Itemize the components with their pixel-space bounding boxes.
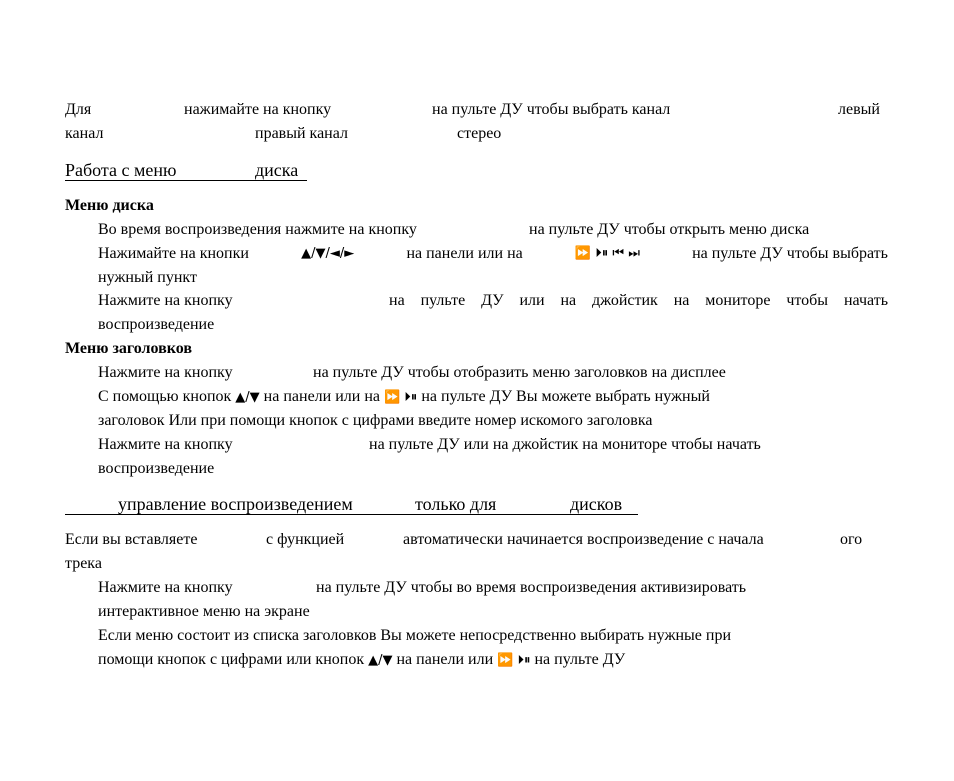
playback-buttons-icon: ⏩ ⏵⏸ ⏮ ⏭ bbox=[574, 246, 640, 261]
disc-menu-line-4b bbox=[389, 291, 888, 311]
body-text: ого bbox=[840, 531, 863, 548]
title-menu-line-1a bbox=[98, 363, 233, 383]
body-text: заголовок Или при помощи кнопок с цифрами введите номер искомого заголовка bbox=[98, 412, 653, 429]
intro-text: Для bbox=[65, 101, 92, 118]
body-text: на пульте ДУ или на джойстик на мониторе чтобы начать bbox=[369, 436, 761, 453]
body-text: С помощью кнопок bbox=[98, 388, 232, 405]
section-heading bbox=[65, 159, 176, 181]
section-heading-2a bbox=[118, 493, 353, 515]
body-text: на пульте ДУ Вы можете выбрать нужный bbox=[421, 388, 710, 405]
section-heading-text: Работа с меню bbox=[65, 160, 177, 180]
section-heading-text: только для bbox=[415, 494, 497, 514]
body-text: Нажмите на кнопку bbox=[98, 364, 233, 381]
paragraph-line-2 bbox=[65, 554, 102, 574]
intro-line-1 bbox=[65, 100, 91, 120]
subheading-title-menu bbox=[65, 339, 192, 359]
intro-line-1-c bbox=[432, 100, 670, 120]
heading-underline bbox=[65, 180, 307, 181]
section-heading-text: диска bbox=[255, 160, 299, 180]
interactive-line-1a bbox=[98, 578, 233, 598]
paragraph-line-1c bbox=[403, 530, 764, 550]
disc-menu-line-3 bbox=[98, 268, 197, 288]
body-text: на панели или bbox=[396, 651, 494, 668]
subheading-text: Меню заголовков bbox=[65, 340, 192, 357]
interactive-line-2 bbox=[98, 602, 310, 622]
paragraph-line-1d bbox=[840, 530, 862, 550]
body-text: на пульте ДУ чтобы во время воспроизведения активизировать bbox=[316, 579, 747, 596]
body-text: воспроизведение bbox=[98, 316, 215, 333]
body-text: на пульте ДУ или на джойстик на мониторе чтобы начать bbox=[389, 292, 888, 309]
section-heading-2c bbox=[570, 493, 622, 515]
intro-text: левый bbox=[838, 101, 880, 118]
arrow-buttons-icon: ▲/▼/◄/► bbox=[301, 246, 355, 261]
body-text: на пульте ДУ чтобы отобразить меню заголовков на дисплее bbox=[313, 364, 726, 381]
intro-text: на пульте ДУ чтобы выбрать канал bbox=[432, 101, 671, 118]
up-down-buttons-icon: ▲/▼ bbox=[368, 653, 393, 668]
subheading-disc-menu bbox=[65, 196, 154, 216]
interactive-line-3 bbox=[98, 626, 731, 646]
intro-line-2-c bbox=[457, 124, 501, 144]
body-text: Нажмите на кнопку bbox=[98, 292, 233, 309]
paragraph-line-1a bbox=[65, 530, 197, 550]
title-menu-line-4b bbox=[369, 435, 761, 455]
intro-line-1-d bbox=[838, 100, 880, 120]
interactive-line-1b bbox=[316, 578, 746, 598]
intro-line-2-b bbox=[255, 124, 348, 144]
intro-text: правый канал bbox=[255, 125, 348, 142]
disc-menu-line-4a bbox=[98, 291, 233, 311]
body-text: на панели или на bbox=[263, 388, 380, 405]
interactive-line-4 bbox=[98, 650, 625, 671]
paragraph-line-1b bbox=[266, 530, 344, 550]
body-text: на панели или на bbox=[406, 245, 523, 262]
intro-line-1-b bbox=[184, 100, 331, 120]
intro-text: нажимайте на кнопку bbox=[184, 101, 332, 118]
body-text: автоматически начинается воспроизведение с начала bbox=[403, 531, 764, 548]
body-text: Если меню состоит из списка заголовков Вы можете непосредственно выбирать нужные при bbox=[98, 627, 732, 644]
disc-menu-line-5 bbox=[98, 315, 214, 335]
body-text: Нажимайте на кнопки bbox=[98, 245, 249, 262]
body-text: воспроизведение bbox=[98, 460, 215, 477]
section-heading-text: управление воспроизведением bbox=[118, 494, 353, 514]
body-text: Нажмите на кнопку bbox=[98, 579, 233, 596]
title-menu-line-5 bbox=[98, 459, 214, 479]
intro-line-2-a bbox=[65, 124, 103, 144]
title-menu-line-3 bbox=[98, 411, 652, 431]
intro-text: канал bbox=[65, 125, 104, 142]
body-text: нужный пункт bbox=[98, 269, 197, 286]
body-text: на пульте ДУ bbox=[534, 651, 626, 668]
body-text: с функцией bbox=[266, 531, 345, 548]
intro-text: стерео bbox=[457, 125, 502, 142]
heading-underline bbox=[65, 514, 638, 515]
disc-menu-line-1b bbox=[529, 220, 809, 240]
playback-buttons-icon: ⏩ ⏵⏸ bbox=[497, 653, 531, 668]
title-menu-line-2 bbox=[98, 387, 710, 408]
subheading-text: Меню диска bbox=[65, 197, 154, 214]
body-text: Нажмите на кнопку bbox=[98, 436, 233, 453]
body-text: интерактивное меню на экране bbox=[98, 603, 310, 620]
body-text: трека bbox=[65, 555, 102, 572]
body-text: Если вы вставляете bbox=[65, 531, 198, 548]
body-text: на пульте ДУ чтобы выбрать bbox=[692, 245, 888, 262]
body-text: помощи кнопок с цифрами или кнопок bbox=[98, 651, 365, 668]
section-heading-b bbox=[255, 159, 298, 181]
playback-buttons-icon: ⏩ ⏵⏸ bbox=[383, 390, 418, 405]
up-down-buttons-icon: ▲/▼ bbox=[235, 390, 260, 405]
section-heading-2b bbox=[415, 493, 496, 515]
body-text: на пульте ДУ чтобы открыть меню диска bbox=[529, 221, 810, 238]
section-heading-text: дисков bbox=[570, 494, 623, 514]
title-menu-line-1b bbox=[313, 363, 726, 383]
title-menu-line-4a bbox=[98, 435, 233, 455]
disc-menu-line-2 bbox=[98, 244, 888, 264]
disc-menu-line-1a bbox=[98, 220, 417, 240]
body-text: Во время воспроизведения нажмите на кнопку bbox=[98, 221, 417, 238]
